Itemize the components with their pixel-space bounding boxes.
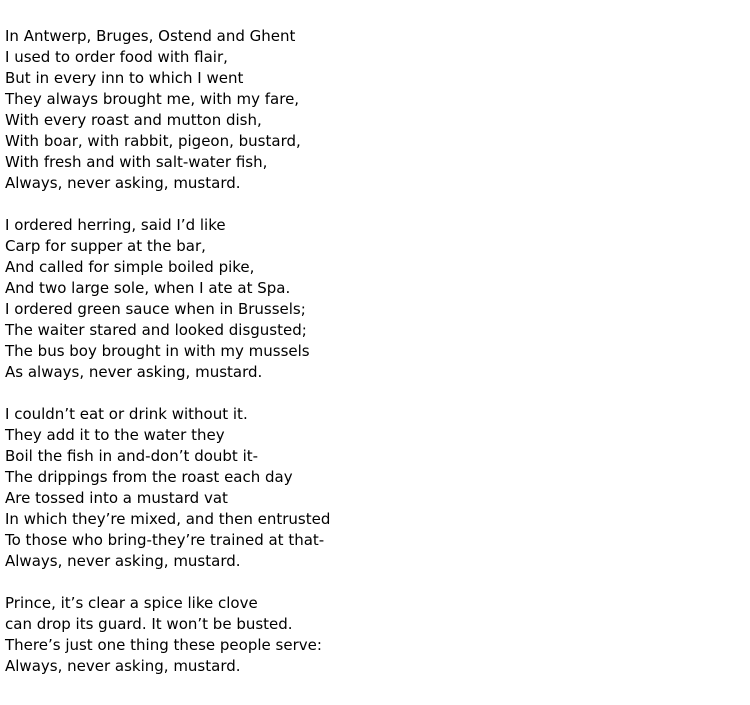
poem-line: The waiter stared and looked disgusted;	[5, 321, 307, 339]
poem-line: With boar, with rabbit, pigeon, bustard,	[5, 132, 301, 150]
poem-line: In Antwerp, Bruges, Ostend and Ghent	[5, 27, 296, 45]
poem-text	[5, 26, 330, 677]
stanza-3	[5, 404, 330, 572]
poem-line: I ordered herring, said I’d like	[5, 216, 226, 234]
poem-line: There’s just one thing these people serve:	[5, 636, 322, 654]
poem-line: can drop its guard. It won’t be busted.	[5, 615, 293, 633]
poem-line: They always brought me, with my fare,	[5, 90, 300, 108]
poem-line: Are tossed into a mustard vat	[5, 489, 228, 507]
stanza-2	[5, 215, 330, 383]
poem-line: I ordered green sauce when in Brussels;	[5, 300, 306, 318]
stanza-4	[5, 593, 330, 677]
poem-line: To those who bring-they’re trained at that-	[5, 531, 325, 549]
poem-line: With fresh and with salt-water fish,	[5, 153, 268, 171]
stanza-1	[5, 26, 330, 194]
poem-line: Boil the fish in and-don’t doubt it-	[5, 447, 259, 465]
poem-line: Always, never asking, mustard.	[5, 657, 241, 675]
poem-line: And two large sole, when I ate at Spa.	[5, 279, 291, 297]
poem-line: I couldn’t eat or drink without it.	[5, 405, 248, 423]
poem-line: Carp for supper at the bar,	[5, 237, 206, 255]
poem-line: They add it to the water they	[5, 426, 225, 444]
poem-line: Always, never asking, mustard.	[5, 174, 241, 192]
poem-line: With every roast and mutton dish,	[5, 111, 262, 129]
poem-line: The bus boy brought in with my mussels	[5, 342, 310, 360]
poem-line: But in every inn to which I went	[5, 69, 244, 87]
poem-line: As always, never asking, mustard.	[5, 363, 263, 381]
poem-line: Prince, it’s clear a spice like clove	[5, 594, 258, 612]
poem-line: In which they’re mixed, and then entrusted	[5, 510, 331, 528]
poem-line: Always, never asking, mustard.	[5, 552, 241, 570]
poem-line: And called for simple boiled pike,	[5, 258, 255, 276]
poem-line: The drippings from the roast each day	[5, 468, 293, 486]
poem-line: I used to order food with flair,	[5, 48, 228, 66]
